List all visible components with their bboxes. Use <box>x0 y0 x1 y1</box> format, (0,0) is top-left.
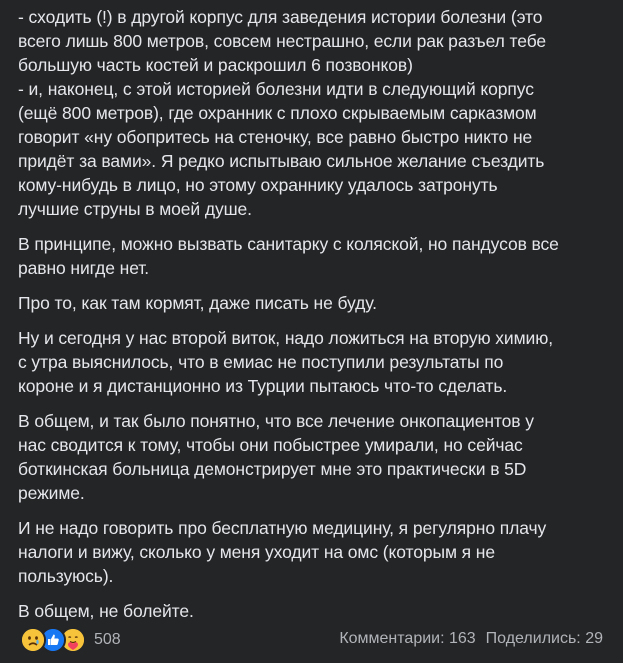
post-line: равно нигде нет. <box>18 258 150 278</box>
post-line: Про то, как там кормят, даже писать не буду. <box>18 293 377 313</box>
post-line: (ещё 800 метров), где охранник с плохо скрываемым сарказмом <box>18 103 537 123</box>
post-line: боткинская больница демонстрирует мне это практически в 5D <box>18 459 527 479</box>
post-body <box>18 5 608 634</box>
comments-count-link[interactable]: Комментарии: 163 <box>339 630 476 647</box>
post-line: говорит «ну обопритесь на стеночку, все равно быстро никто не <box>18 127 533 147</box>
post-line: всего лишь 800 метров, совсем нестрашно, если рак разъел тебе <box>18 31 547 51</box>
post-line: кому-нибудь в лицо, но этому охраннику удалось затронуть <box>18 175 498 195</box>
shares-count-link[interactable]: Поделились: 29 <box>485 630 603 647</box>
post-paragraph-6 <box>18 516 608 588</box>
post-line: И не надо говорить про бесплатную медицину, я регулярно плачу <box>18 518 547 538</box>
post-line: большую часть костей и раскрошил 6 позвонков) <box>18 55 413 75</box>
sad-face-glyph <box>22 629 44 651</box>
post-line: В общем, и так было понятно, что все лечение онкопациентов у <box>18 411 534 431</box>
post-paragraph-2 <box>18 232 608 280</box>
reactions-summary[interactable] <box>20 628 121 652</box>
post-line: режиме. <box>18 483 85 503</box>
post-line: - сходить (!) в другой корпус для заведения истории болезни (это <box>18 7 543 27</box>
post-line: налоги и вижу, сколько у меня уходит на омс (которым я не <box>18 542 495 562</box>
post-paragraph-3 <box>18 291 608 315</box>
post-stats <box>339 630 603 648</box>
post-line: придёт за вами». Я редко испытываю сильное желание съездить <box>18 151 545 171</box>
post-line: нас сводится к тому, чтобы они побыстрее умирали, но сейчас <box>18 435 523 455</box>
post-paragraph-4 <box>18 326 608 398</box>
post-line: короне и я дистанционно из Турции пытаюсь что-то сделать. <box>18 376 508 396</box>
post-line: пользуюсь). <box>18 566 114 586</box>
post-line: Ну и сегодня у нас второй виток, надо ложиться на вторую химию, <box>18 328 553 348</box>
post-paragraph-5 <box>18 409 608 505</box>
post-line: лучшие струны в моей душе. <box>18 199 252 219</box>
sad-reaction-icon <box>20 627 46 653</box>
post-footer <box>0 618 623 663</box>
post-line: с утра выяснилось, что в емиас не поступили результаты по <box>18 352 504 372</box>
post-line: - и, наконец, с этой историей болезни идти в следующий корпус <box>18 79 534 99</box>
post-line: В общем, не болейте. <box>18 601 194 621</box>
post-paragraph-1 <box>18 5 608 221</box>
reaction-count: 508 <box>94 631 121 648</box>
post-line: В принципе, можно вызвать санитарку с коляской, но пандусов все <box>18 234 559 254</box>
